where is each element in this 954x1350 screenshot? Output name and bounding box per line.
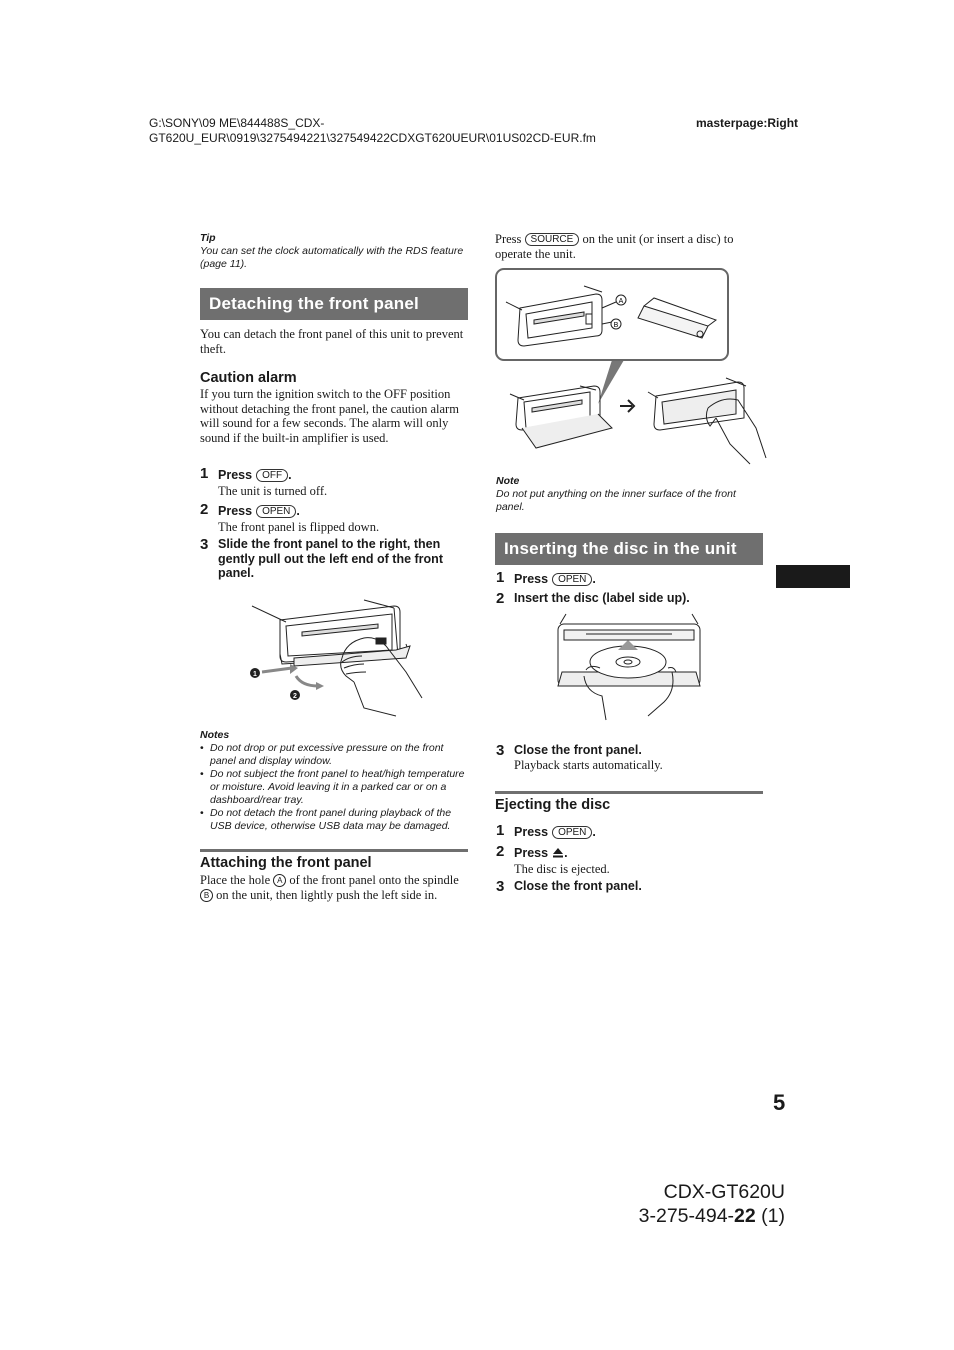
detach-step-1 bbox=[200, 466, 470, 499]
detach-panel-illustration bbox=[246, 598, 422, 720]
ejecting-heading: Ejecting the disc bbox=[495, 797, 611, 813]
insert-step-2 bbox=[496, 591, 764, 607]
section-rule bbox=[495, 791, 763, 794]
source-key: SOURCE bbox=[525, 233, 580, 246]
tip-text: You can set the clock automatically with the RDS feature (page 11). bbox=[200, 245, 464, 270]
circle-b: B bbox=[200, 889, 213, 902]
step-text: Close the front panel. bbox=[514, 879, 642, 893]
step-end: . bbox=[592, 825, 596, 839]
attaching-heading: Attaching the front panel bbox=[200, 855, 372, 871]
step-end: . bbox=[592, 572, 596, 586]
eject-step-2 bbox=[496, 844, 764, 877]
part-number-bold: 22 bbox=[734, 1205, 756, 1227]
masterpage-label: masterpage:Right bbox=[696, 116, 799, 130]
source-instruction bbox=[495, 232, 765, 261]
note-item: • Do not drop or put excessive pressure on the front panel and display window. bbox=[200, 742, 472, 768]
step-press: Press bbox=[218, 504, 253, 518]
step-number: 2 bbox=[496, 843, 505, 860]
notes-block bbox=[200, 729, 472, 833]
note-item: • Do not detach the front panel during playback of the USB device, otherwise USB data may be damaged. bbox=[200, 807, 472, 833]
eject-step-3 bbox=[496, 879, 764, 895]
step-desc: The disc is ejected. bbox=[514, 862, 610, 876]
source-text-part: Press bbox=[495, 232, 522, 246]
part-number-suffix: (1) bbox=[755, 1205, 785, 1227]
eject-step-1 bbox=[496, 823, 764, 841]
step-desc: Playback starts automatically. bbox=[514, 757, 663, 772]
tip-block bbox=[200, 232, 468, 271]
detach-step-2 bbox=[200, 502, 470, 535]
step-text: Insert the disc (label side up). bbox=[514, 591, 690, 605]
step-desc: The unit is turned off. bbox=[218, 484, 328, 498]
open-key: OPEN bbox=[256, 505, 296, 518]
section-banner-inserting: Inserting the disc in the unit bbox=[495, 533, 763, 565]
file-path-line2: GT620U_EUR\0919\3275494221\327549422CDXGT620UEUR\01US02CD-EUR.fm bbox=[149, 131, 596, 145]
off-key: OFF bbox=[256, 469, 288, 482]
attaching-text bbox=[200, 873, 468, 902]
step-press: Press bbox=[218, 468, 253, 482]
section-banner-detaching: Detaching the front panel bbox=[200, 288, 468, 320]
step-text: Close the front panel. bbox=[514, 743, 642, 757]
step-text: Slide the front panel to the right, then gently pull out the left end of the front panel. bbox=[218, 537, 443, 580]
circle-a: A bbox=[273, 874, 286, 887]
open-key: OPEN bbox=[552, 826, 592, 839]
insert-step-3 bbox=[496, 743, 764, 772]
step-number: 1 bbox=[496, 569, 505, 586]
detaching-intro: You can detach the front panel of this unit to prevent theft. bbox=[200, 327, 464, 356]
step-end: . bbox=[296, 504, 300, 518]
step-number: 1 bbox=[200, 465, 209, 482]
caution-alarm-text: If you turn the ignition switch to the OFF position without detaching the front panel, the caution alarm will sound for a few seconds. The alarm will only sound if the built-in amplifier is used. bbox=[200, 387, 459, 445]
part-number-prefix: 3-275-494- bbox=[638, 1205, 735, 1227]
step-press: Press bbox=[514, 846, 549, 860]
step-number: 2 bbox=[496, 590, 505, 607]
model-code-block bbox=[639, 1180, 785, 1228]
eject-icon bbox=[552, 847, 564, 858]
insert-step-1 bbox=[496, 570, 764, 588]
step-number: 3 bbox=[496, 742, 505, 759]
note-item: • Do not subject the front panel to heat/high temperature or moisture. Avoid leaving it in a parked car or on a dashboard/rear tray. bbox=[200, 768, 472, 807]
note-block bbox=[496, 475, 764, 514]
notes-label: Notes bbox=[200, 729, 230, 741]
note-label: Note bbox=[496, 475, 520, 487]
open-key: OPEN bbox=[552, 573, 592, 586]
step-number: 3 bbox=[200, 536, 209, 553]
source-text-part: on the unit (or insert a disc) to operate the unit. bbox=[495, 232, 734, 261]
model-name: CDX-GT620U bbox=[663, 1181, 785, 1203]
detach-step-3 bbox=[200, 537, 470, 581]
marker-1: 1 bbox=[253, 671, 257, 678]
step-press: Press bbox=[514, 825, 549, 839]
tip-label: Tip bbox=[200, 232, 216, 244]
attaching-text-part: Place the hole bbox=[200, 873, 271, 887]
attaching-text-part: of the front panel onto the spindle bbox=[289, 873, 459, 887]
section-rule bbox=[200, 849, 468, 852]
file-path bbox=[149, 116, 596, 146]
attach-panel-illustration bbox=[494, 268, 766, 468]
file-path-line1: G:\SONY\09 ME\844488S_CDX- bbox=[149, 116, 325, 130]
step-press: Press bbox=[514, 572, 549, 586]
page-number: 5 bbox=[773, 1090, 786, 1115]
attaching-text-part: on the unit, then lightly push the left side in. bbox=[216, 887, 438, 902]
step-end: . bbox=[564, 846, 568, 860]
step-number: 3 bbox=[496, 878, 505, 895]
side-tab-marker bbox=[776, 565, 850, 588]
step-number: 1 bbox=[496, 822, 505, 839]
note-text: Do not put anything on the inner surface of the front panel. bbox=[496, 488, 736, 513]
step-number: 2 bbox=[200, 501, 209, 518]
marker-2: 2 bbox=[293, 693, 297, 700]
insert-disc-illustration bbox=[556, 612, 702, 720]
part-number bbox=[639, 1204, 785, 1228]
caution-alarm-heading: Caution alarm bbox=[200, 370, 297, 386]
marker-b: B bbox=[613, 322, 619, 329]
step-end: . bbox=[288, 468, 292, 482]
step-desc: The front panel is flipped down. bbox=[218, 520, 380, 534]
marker-a: A bbox=[618, 298, 624, 305]
